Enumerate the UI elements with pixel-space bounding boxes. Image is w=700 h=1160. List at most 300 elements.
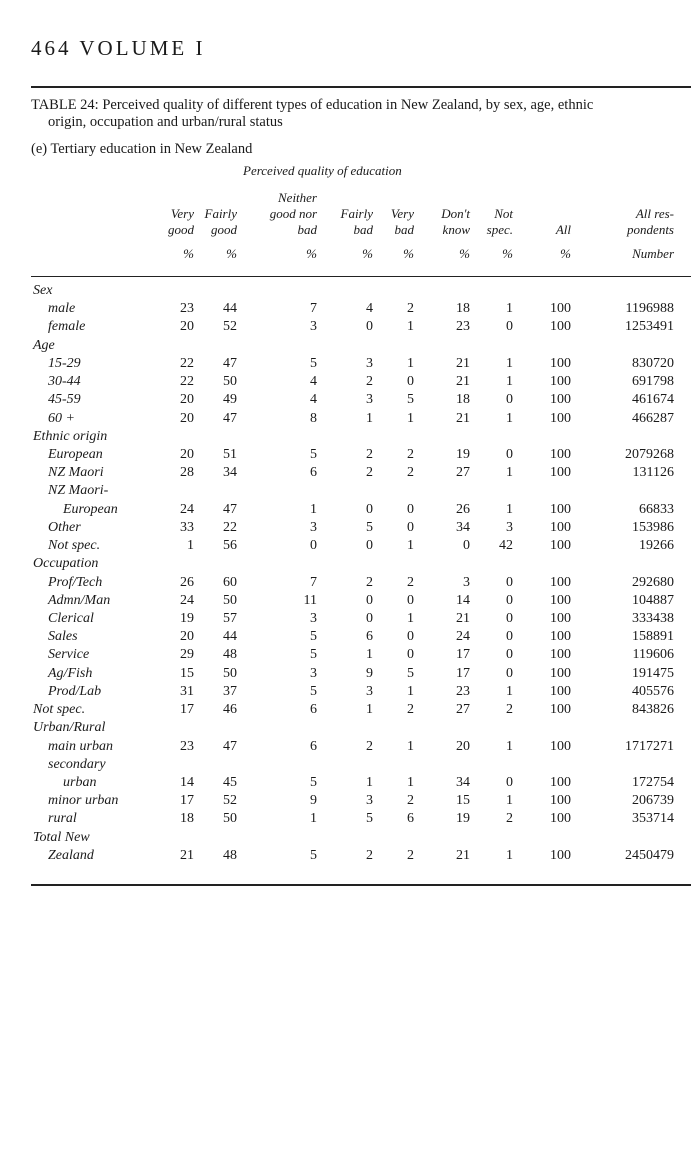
table-cell: 1 [407, 610, 414, 626]
table-cell: 691798 [632, 374, 674, 390]
row-label: Zealand [48, 847, 94, 863]
table-cell: 100 [550, 793, 571, 809]
table-cell: 57 [223, 610, 237, 626]
table-cell: 0 [506, 610, 513, 626]
table-cell: 37 [223, 683, 237, 699]
table-cell: 0 [506, 446, 513, 462]
table-cell: 100 [550, 355, 571, 371]
table-cell: 3 [506, 519, 513, 535]
table-row [0, 483, 700, 501]
table-cell: 23 [456, 319, 470, 335]
row-label: secondary [48, 756, 106, 772]
table-cell: 2 [366, 738, 373, 754]
column-header-line: Not [494, 206, 513, 221]
table-row [0, 611, 700, 629]
table-cell: 6 [310, 738, 317, 754]
table-cell: 1717271 [625, 738, 674, 754]
table-cell: 5 [310, 847, 317, 863]
table-cell: 100 [550, 446, 571, 462]
table-cell: 2 [506, 811, 513, 827]
table-cell: 119606 [632, 647, 674, 663]
table-cell: 100 [550, 592, 571, 608]
table-cell: 22 [180, 374, 194, 390]
table-cell: 191475 [632, 665, 674, 681]
table-cell: 23 [180, 738, 194, 754]
table-cell: 51 [223, 446, 237, 462]
table-cell: 50 [223, 811, 237, 827]
table-cell: 5 [366, 519, 373, 535]
table-cell: 21 [456, 410, 470, 426]
row-label: Total New [33, 829, 90, 845]
table-cell: 1 [506, 355, 513, 371]
table-cell: 22 [223, 519, 237, 535]
table-cell: 6 [310, 465, 317, 481]
table-cell: 27 [456, 702, 470, 718]
column-unit: % [403, 246, 414, 261]
table-row [0, 538, 700, 556]
table-cell: 21 [456, 355, 470, 371]
table-cell: 48 [223, 847, 237, 863]
table-cell: 3 [463, 574, 470, 590]
table-row [0, 811, 700, 829]
table-cell: 5 [310, 774, 317, 790]
table-cell: 1 [506, 793, 513, 809]
table-cell: 1 [366, 774, 373, 790]
row-label: European [63, 501, 118, 517]
table-cell: 1 [506, 374, 513, 390]
table-row [0, 556, 700, 574]
table-cell: 21 [456, 374, 470, 390]
row-label: Sales [48, 629, 78, 645]
top-rule [31, 86, 691, 88]
table-row [0, 374, 700, 392]
row-label: Age [33, 337, 55, 353]
table-cell: 3 [366, 355, 373, 371]
row-label: 15-29 [48, 355, 81, 371]
table-cell: 19 [456, 811, 470, 827]
table-cell: 2 [407, 574, 414, 590]
table-cell: 0 [506, 647, 513, 663]
table-cell: 21 [456, 610, 470, 626]
column-group-header: Perceived quality of education [243, 163, 402, 178]
column-header-line: Neither [278, 190, 317, 205]
table-cell: 1 [407, 355, 414, 371]
table-cell: 0 [506, 574, 513, 590]
table-cell: 31 [180, 683, 194, 699]
table-row [0, 411, 700, 429]
table-cell: 2079268 [625, 446, 674, 462]
table-cell: 45 [223, 774, 237, 790]
table-cell: 9 [310, 793, 317, 809]
table-cell: 353714 [632, 811, 674, 827]
table-row [0, 356, 700, 374]
table-cell: 47 [223, 738, 237, 754]
table-row [0, 465, 700, 483]
row-label: main urban [48, 738, 113, 754]
table-cell: 2 [407, 793, 414, 809]
table-cell: 5 [310, 629, 317, 645]
table-cell: 1 [366, 647, 373, 663]
table-cell: 100 [550, 683, 571, 699]
table-cell: 20 [180, 392, 194, 408]
column-header-line: Very [170, 206, 194, 221]
table-cell: 44 [223, 629, 237, 645]
table-cell: 23 [456, 683, 470, 699]
row-label: Prod/Lab [48, 683, 102, 699]
table-cell: 104887 [632, 592, 674, 608]
table-cell: 1 [407, 319, 414, 335]
row-label: NZ Maori- [48, 483, 109, 499]
table-cell: 27 [456, 465, 470, 481]
table-cell: 1 [506, 301, 513, 317]
table-cell: 29 [180, 647, 194, 663]
column-header-line: Fairly [204, 206, 237, 221]
table-cell: 47 [223, 355, 237, 371]
table-cell: 60 [223, 574, 237, 590]
table-cell: 1 [506, 410, 513, 426]
table-cell: 0 [366, 592, 373, 608]
column-header [556, 222, 571, 238]
table-cell: 17 [180, 793, 194, 809]
column-header-line: Very [390, 206, 414, 221]
column-header-line: know [442, 222, 470, 237]
row-label: Ag/Fish [48, 665, 93, 681]
table-row [0, 720, 700, 738]
table-cell: 2 [506, 702, 513, 718]
table-cell: 0 [506, 592, 513, 608]
table-cell: 1 [407, 683, 414, 699]
table-cell: 9 [366, 665, 373, 681]
table-cell: 1 [366, 410, 373, 426]
table-cell: 100 [550, 319, 571, 335]
table-cell: 3 [310, 665, 317, 681]
table-cell: 100 [550, 847, 571, 863]
running-head: 464 VOLUME I [31, 36, 206, 60]
table-cell: 11 [303, 592, 317, 608]
table-cell: 100 [550, 465, 571, 481]
column-unit: Number [632, 246, 674, 261]
row-label: Not spec. [48, 538, 101, 554]
table-row [0, 338, 700, 356]
table-cell: 18 [180, 811, 194, 827]
table-cell: 2450479 [625, 847, 674, 863]
column-unit: % [183, 246, 194, 261]
table-cell: 24 [180, 592, 194, 608]
table-cell: 15 [180, 665, 194, 681]
table-cell: 100 [550, 374, 571, 390]
table-row [0, 830, 700, 848]
table-cell: 0 [407, 519, 414, 535]
table-cell: 20 [456, 738, 470, 754]
row-label: Sex [33, 283, 53, 298]
row-label: urban [63, 774, 97, 790]
table-cell: 153986 [632, 519, 674, 535]
row-label: 45-59 [48, 392, 81, 408]
table-cell: 0 [407, 374, 414, 390]
table-cell: 14 [456, 592, 470, 608]
table-cell: 46 [223, 702, 237, 718]
table-cell: 19266 [639, 538, 674, 554]
table-cell: 17 [180, 702, 194, 718]
table-cell: 22 [180, 355, 194, 371]
table-cell: 292680 [632, 574, 674, 590]
table-cell: 50 [223, 665, 237, 681]
table-row [0, 319, 700, 337]
row-label: Prof/Tech [48, 574, 103, 590]
table-cell: 172754 [632, 774, 674, 790]
column-unit: % [306, 246, 317, 261]
table-row [0, 739, 700, 757]
column-unit: % [502, 246, 513, 261]
table-cell: 100 [550, 702, 571, 718]
row-label: Ethnic origin [33, 428, 108, 444]
table-cell: 1 [506, 465, 513, 481]
bottom-rule [31, 884, 691, 886]
table-cell: 24 [180, 501, 194, 517]
table-cell: 5 [366, 811, 373, 827]
table-cell: 1253491 [625, 319, 674, 335]
table-cell: 2 [366, 847, 373, 863]
table-cell: 0 [506, 665, 513, 681]
table-cell: 26 [180, 574, 194, 590]
table-cell: 1 [506, 501, 513, 517]
table-cell: 1 [506, 738, 513, 754]
table-cell: 2 [407, 301, 414, 317]
row-label: Other [48, 519, 81, 535]
table-cell: 206739 [632, 793, 674, 809]
table-cell: 19 [456, 446, 470, 462]
table-cell: 0 [463, 538, 470, 554]
column-header-line: spec. [486, 222, 513, 237]
table-row [0, 575, 700, 593]
table-cell: 0 [506, 392, 513, 408]
table-cell: 7 [310, 574, 317, 590]
column-header-line: bad [297, 222, 317, 237]
table-cell: 33 [180, 519, 194, 535]
column-header [270, 190, 317, 238]
table-cell: 1 [366, 702, 373, 718]
table-cell: 100 [550, 665, 571, 681]
table-cell: 2 [407, 446, 414, 462]
table-cell: 50 [223, 374, 237, 390]
column-header [391, 206, 414, 238]
table-cell: 466287 [632, 410, 674, 426]
table-row [0, 429, 700, 447]
table-cell: 5 [310, 683, 317, 699]
table-cell: 3 [366, 683, 373, 699]
table-cell: 2 [366, 374, 373, 390]
table-cell: 34 [456, 519, 470, 535]
table-cell: 100 [550, 610, 571, 626]
table-cell: 14 [180, 774, 194, 790]
column-header-line: good nor [269, 206, 317, 221]
column-unit: % [362, 246, 373, 261]
table-cell: 20 [180, 446, 194, 462]
table-cell: 42 [499, 538, 513, 554]
table-cell: 26 [456, 501, 470, 517]
table-cell: 7 [310, 301, 317, 317]
table-cell: 34 [456, 774, 470, 790]
column-unit: % [560, 246, 571, 261]
table-cell: 6 [366, 629, 373, 645]
table-row [0, 757, 700, 775]
table-cell: 2 [366, 446, 373, 462]
table-cell: 5 [407, 392, 414, 408]
column-header [168, 206, 194, 238]
table-cell: 48 [223, 647, 237, 663]
table-cell: 0 [407, 592, 414, 608]
table-cell: 100 [550, 647, 571, 663]
table-cell: 18 [456, 392, 470, 408]
table-cell: 131126 [632, 465, 674, 481]
table-cell: 20 [180, 319, 194, 335]
row-label: Urban/Rural [33, 720, 106, 736]
table-cell: 0 [310, 538, 317, 554]
table-cell: 1 [506, 683, 513, 699]
row-label: NZ Maori [48, 465, 104, 481]
column-header-line: good [211, 222, 237, 237]
table-cell: 1 [506, 847, 513, 863]
column-header-line: bad [394, 222, 414, 237]
table-cell: 47 [223, 501, 237, 517]
table-cell: 1 [310, 811, 317, 827]
table-cell: 405576 [632, 683, 674, 699]
table-cell: 56 [223, 538, 237, 554]
table-cell: 1 [407, 774, 414, 790]
table-cell: 17 [456, 647, 470, 663]
table-row [0, 283, 700, 301]
header-rule [31, 276, 691, 277]
table-cell: 2 [407, 847, 414, 863]
table-cell: 1 [407, 738, 414, 754]
table-cell: 0 [506, 319, 513, 335]
table-cell: 5 [310, 446, 317, 462]
column-header-line: bad [353, 222, 373, 237]
table-cell: 4 [366, 301, 373, 317]
table-cell: 44 [223, 301, 237, 317]
table-row [0, 793, 700, 811]
table-cell: 1 [407, 538, 414, 554]
table-cell: 6 [310, 702, 317, 718]
table-cell: 3 [366, 793, 373, 809]
table-row [0, 520, 700, 538]
table-cell: 50 [223, 592, 237, 608]
table-cell: 0 [407, 647, 414, 663]
table-cell: 0 [506, 629, 513, 645]
table-cell: 100 [550, 738, 571, 754]
table-cell: 100 [550, 774, 571, 790]
table-cell: 47 [223, 410, 237, 426]
table-row [0, 775, 700, 793]
row-label: European [48, 446, 103, 462]
column-header [205, 206, 238, 238]
table-cell: 100 [550, 574, 571, 590]
table-cell: 1 [187, 538, 194, 554]
table-cell: 3 [310, 610, 317, 626]
table-cell: 4 [310, 374, 317, 390]
table-cell: 3 [310, 319, 317, 335]
table-cell: 0 [407, 501, 414, 517]
table-cell: 100 [550, 629, 571, 645]
column-header-line: All [555, 222, 571, 237]
table-caption [31, 97, 691, 131]
table-cell: 28 [180, 465, 194, 481]
table-cell: 100 [550, 811, 571, 827]
row-label: minor urban [48, 793, 119, 809]
row-label: female [48, 319, 86, 335]
table-cell: 8 [310, 410, 317, 426]
table-cell: 0 [366, 501, 373, 517]
table-cell: 1196988 [625, 301, 674, 317]
row-label: Clerical [48, 610, 94, 626]
table-cell: 100 [550, 519, 571, 535]
table-row [0, 702, 700, 720]
table-cell: 100 [550, 301, 571, 317]
column-header [487, 206, 513, 238]
column-header [441, 206, 470, 238]
table-row [0, 629, 700, 647]
table-cell: 23 [180, 301, 194, 317]
table-cell: 52 [223, 793, 237, 809]
table-cell: 0 [366, 319, 373, 335]
table-cell: 15 [456, 793, 470, 809]
table-subcaption: (e) Tertiary education in New Zealand [31, 141, 253, 157]
table-cell: 21 [456, 847, 470, 863]
table-cell: 0 [366, 610, 373, 626]
column-unit: % [226, 246, 237, 261]
table-cell: 6 [407, 811, 414, 827]
table-cell: 18 [456, 301, 470, 317]
table-cell: 66833 [639, 501, 674, 517]
row-label: male [48, 301, 76, 317]
table-cell: 20 [180, 629, 194, 645]
table-row [0, 647, 700, 665]
table-cell: 3 [366, 392, 373, 408]
table-cell: 100 [550, 392, 571, 408]
table-cell: 333438 [632, 610, 674, 626]
column-header-line: Don't [441, 206, 470, 221]
table-cell: 19 [180, 610, 194, 626]
table-cell: 5 [310, 355, 317, 371]
table-row [0, 301, 700, 319]
column-header-line: Fairly [340, 206, 373, 221]
row-label: 60 + [48, 410, 75, 426]
column-unit: % [459, 246, 470, 261]
table-cell: 100 [550, 501, 571, 517]
column-header [627, 206, 674, 238]
caption-line-2: origin, occupation and urban/rural status [48, 114, 283, 130]
table-row [0, 447, 700, 465]
table-cell: 5 [310, 647, 317, 663]
table-cell: 20 [180, 410, 194, 426]
column-header-line: All res- [635, 206, 674, 221]
table-row [0, 392, 700, 410]
column-header [341, 206, 374, 238]
row-label: Not spec. [33, 702, 86, 718]
table-cell: 3 [310, 519, 317, 535]
table-cell: 0 [407, 629, 414, 645]
table-row [0, 848, 700, 866]
table-cell: 100 [550, 410, 571, 426]
row-label: 30-44 [48, 374, 81, 390]
table-cell: 100 [550, 538, 571, 554]
table-cell: 0 [366, 538, 373, 554]
table-cell: 24 [456, 629, 470, 645]
table-cell: 17 [456, 665, 470, 681]
column-header-line: pondents [627, 222, 674, 237]
row-label: Service [48, 647, 90, 663]
row-label: Occupation [33, 556, 99, 572]
